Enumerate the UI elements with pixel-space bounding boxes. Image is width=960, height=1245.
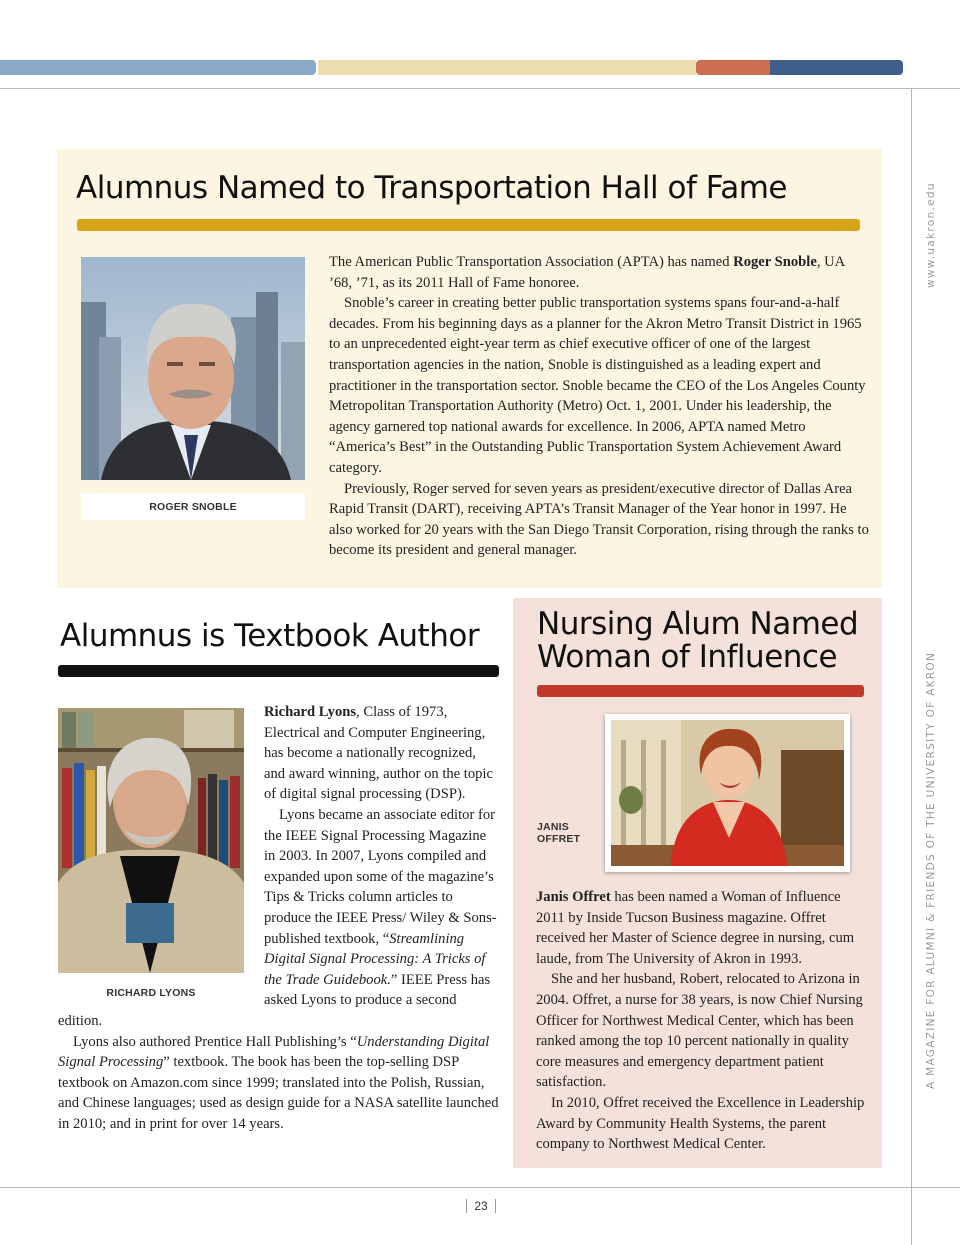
- article-woman-of-influence-body: [536, 887, 868, 1155]
- header-bar-navy: [770, 60, 903, 75]
- article3-paragraph-3: In 2010, Offret received the Excellence in Leadership Award by Community Health Systems, the parent company to Northwest Medical Center.: [536, 1094, 865, 1153]
- article1-paragraph-1: [329, 252, 869, 293]
- roger-snoble-portrait-image: [81, 257, 305, 480]
- top-rule: [0, 88, 960, 89]
- richard-lyons-photo: [58, 708, 244, 973]
- article3-p1-text: has been named a Woman of Influence 2011 by Inside Tucson Business magazine. Offret received her Master of Science degree in nursing, cum laude, from The University of Akron in 1993.: [536, 889, 855, 967]
- richard-lyons-name: Richard Lyons: [264, 704, 357, 720]
- article1-paragraph-3: Previously, Roger served for seven years as president/executive director of Dallas Area Rapid Transit (DART), receiving APTA’s Transit Manager of the Year honor in 1997. He also worked for 20 years with the San Diego Transit Corporation, rising through the ranks to become its president and general manager.: [329, 480, 869, 559]
- bottom-rule: [0, 1187, 960, 1188]
- article2-paragraph-3: [58, 1032, 499, 1135]
- article2-p2-text-b: ” IEEE Press has asked Lyons to produce a second edition.: [58, 971, 491, 1029]
- header-bar-cream: [318, 60, 696, 75]
- red-title-rule: [537, 685, 864, 697]
- side-url: www.uakron.edu: [925, 182, 937, 288]
- article2-p1-text: , Class of 1973, Electrical and Computer Engineering, has become a nationally recognized, and award winning, author on the topic of digital signal processing (DSP).: [264, 704, 493, 803]
- janis-offret-caption: JANIS OFFRET: [537, 821, 581, 845]
- page-number: 23: [466, 1199, 496, 1213]
- roger-snoble-name: Roger Snoble: [733, 254, 817, 270]
- header-bar-red: [696, 60, 770, 75]
- richard-lyons-caption: RICHARD LYONS: [106, 987, 196, 999]
- article2-p2-text-a: Lyons became an associate editor for the IEEE Signal Processing Magazine in 2003. In 2007, Lyons compiled and expanded upon some of the magazine’s Tips & Tricks column articles to produce the IEEE Press/ Wiley & Sons-published textbook, “: [264, 806, 497, 947]
- janis-offret-portrait-image: [611, 720, 844, 866]
- article-woman-of-influence-title: [537, 608, 858, 674]
- roger-snoble-caption: ROGER SNOBLE: [81, 493, 305, 520]
- margin-rule: [911, 88, 912, 1245]
- black-title-rule: [58, 665, 499, 677]
- article-textbook-author-title: Alumnus is Textbook Author: [60, 618, 480, 654]
- understanding-dsp-book-title: Understanding Digital Signal Processing: [58, 1033, 490, 1071]
- title-line-1: Nursing Alum Named: [537, 606, 859, 642]
- article3-paragraph-1: [536, 887, 868, 969]
- article-hall-of-fame-title: Alumnus Named to Transportation Hall of Fame: [76, 170, 787, 206]
- article1-paragraph-2: Snoble’s career in creating better public transportation systems spans four-and-a-half decades. From his beginning days as a planner for the Akron Metro Transit District in 1965 to an unprecedented eight-year term as chief executive officer of one of the largest transportation agencies in the nation, Snoble is distinguished as a leading expert and practitioner in the transportation sector. Snoble became the CEO of the Los Angeles County Metropolitan Transportation Authority (Metro) Oct. 1, 2001. Under his leadership, the agency garnered top national awards for excellence. In 2006, APTA named Metro “America’s Best” in the Outstanding Public Transportation System Achievement Award category.: [329, 295, 866, 476]
- side-tagline: A MAGAZINE FOR ALUMNI & FRIENDS OF THE UNIVERSITY OF AKRON: [925, 651, 937, 1089]
- streamlining-dsp-book-title: Streamlining Digital Signal Processing: A Tricks of the Trade Guidebook.: [264, 930, 486, 988]
- janis-offret-name: Janis Offret: [536, 889, 611, 905]
- article3-paragraph-2: She and her husband, Robert, relocated to Arizona in 2004. Offret, a nurse for 38 years, is now Chief Nursing Officer for Northwest Medical Center, which has been ranked among the top 10 percent nationally in quality core measures and emergency department patient satisfaction.: [536, 971, 863, 1091]
- article2-p3-text-b: ” textbook. The book has been the top-selling DSP textbook on Amazon.com since 1999; translated into the Polish, Russian, and Chinese languages; used as design guide for a NASA satellite launched in 2010; and in print for over 14 years.: [58, 1054, 499, 1132]
- header-bar-blue: [0, 60, 316, 75]
- richard-lyons-photo-block: [58, 702, 264, 999]
- article-hall-of-fame-body: [329, 252, 869, 561]
- roger-snoble-photo: [81, 257, 305, 480]
- janis-offret-photo: [605, 714, 850, 872]
- article2-p3-text-a: Lyons also authored Prentice Hall Publishing’s “: [73, 1033, 357, 1050]
- gold-title-rule: [77, 219, 860, 231]
- article1-p1-text-a: The American Public Transportation Association (APTA) has named: [329, 254, 734, 270]
- richard-lyons-portrait-image: [58, 708, 244, 973]
- article1-p1-text-b: , UA ’68, ’71, as its 2011 Hall of Fame honoree.: [329, 254, 845, 291]
- title-line-2: Woman of Influence: [537, 639, 838, 675]
- article-textbook-author-body: [58, 702, 499, 1134]
